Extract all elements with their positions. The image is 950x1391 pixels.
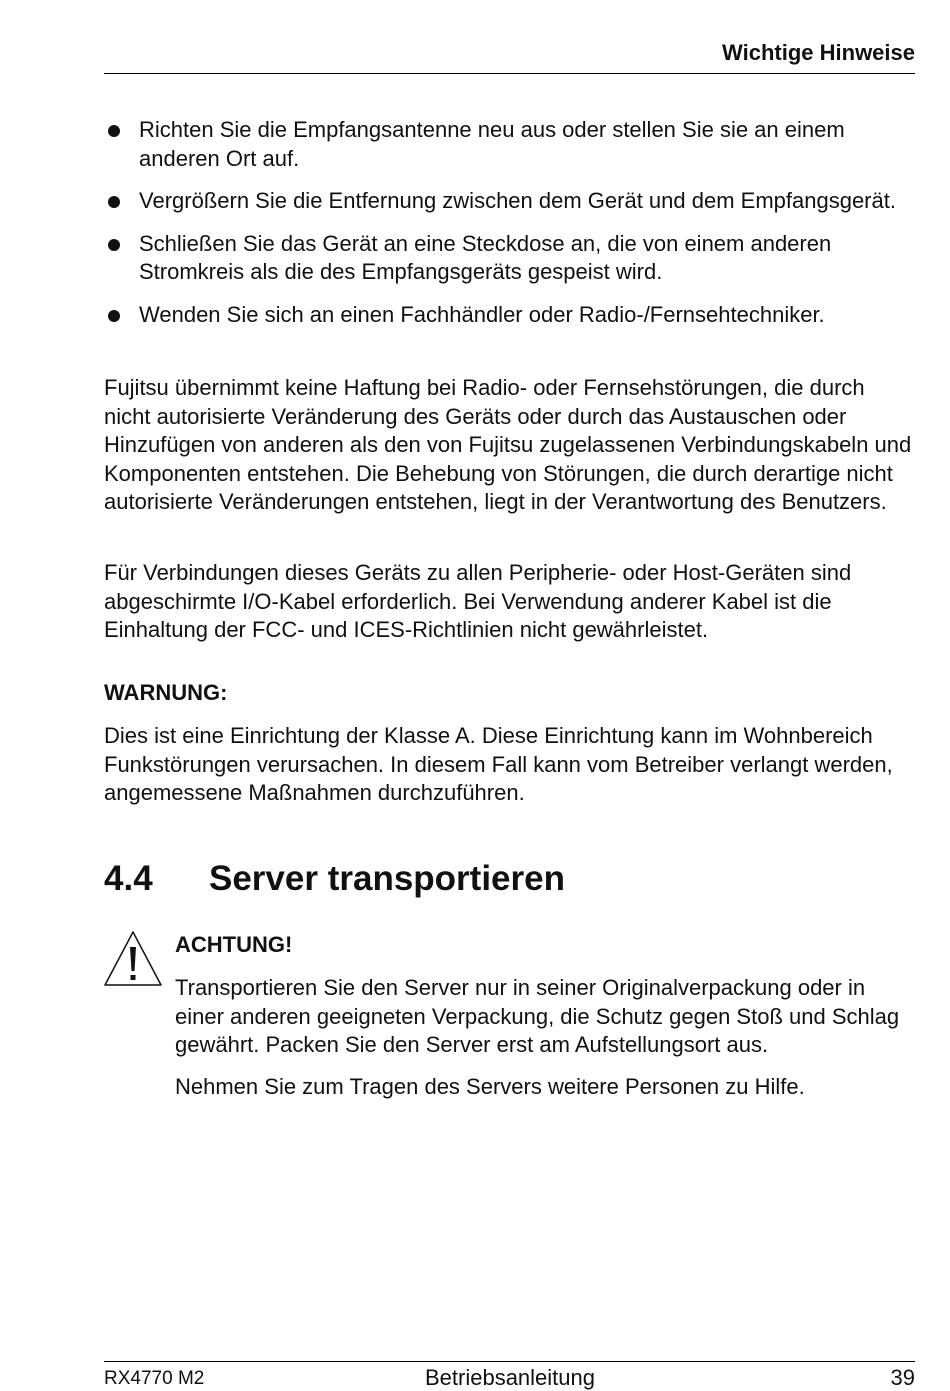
section-number: 4.4 — [104, 859, 153, 898]
header-rule — [104, 73, 915, 74]
page-number: 39 — [890, 1365, 915, 1390]
list-item — [104, 230, 916, 287]
caution-text: Transportieren Sie den Server nur in seiner Originalverpackung oder in einer anderen geeigneten Verpackung, die Schutz gegen Stoß und Schlag gewährt. Packen Sie den Server erst am Aufstellungsort aus. — [175, 975, 900, 1057]
list-item — [104, 301, 916, 330]
bullet-text: Schließen Sie das Gerät an eine Steckdose an, die von einem anderen Stromkreis als die des Empfangsgeräts gespeist wird. — [139, 230, 832, 284]
bullet-icon — [108, 125, 120, 137]
footer-doc-title: Betriebsanleitung — [424, 1365, 595, 1390]
warning-triangle-icon — [103, 929, 163, 989]
warning-text: Dies ist eine Einrichtung der Klasse A. Diese Einrichtung kann im Wohnbereich Funkstörungen verursachen. In diesem Fall kann vom Betreiber verlangt werden, angemessene Maßnahmen durchzuführen. — [104, 723, 893, 805]
section-heading — [104, 857, 565, 901]
caution-note: Nehmen Sie zum Tragen des Servers weitere Personen zu Hilfe. — [175, 1074, 805, 1099]
bullet-icon — [108, 239, 120, 251]
cables-paragraph: Für Verbindungen dieses Geräts zu allen Peripherie- oder Host-Geräten sind abgeschirmte I/O-Kabel erforderlich. Bei Verwendung anderer Kabel ist die Einhaltung der FCC- und ICES-Richtlinien nicht gewährleistet. — [104, 560, 852, 642]
footer-model: RX4770 M2 — [104, 1368, 205, 1389]
list-item — [104, 187, 916, 216]
bullet-icon — [108, 196, 120, 208]
liability-paragraph: Fujitsu übernimmt keine Haftung bei Radio- oder Fernsehstörungen, die durch nicht autorisierte Veränderung des Geräts oder durch das Austauschen oder Hinzufügen von anderen als den von Fujitsu zugelassenen Verbindungskabeln und Komponenten entstehen. Die Behebung von Störungen, die durch derartige nicht autorisierte Veränderungen entstehen, liegt in der Verantwortung des Benutzers. — [104, 375, 912, 514]
bullet-text: Vergrößern Sie die Entfernung zwischen dem Gerät und dem Empfangsgerät. — [139, 188, 896, 213]
bullet-text: Wenden Sie sich an einen Fachhändler oder Radio-/Fernsehtechniker. — [139, 301, 825, 327]
caution-heading: ACHTUNG! — [175, 932, 293, 957]
bullet-text: Richten Sie die Empfangsantenne neu aus oder stellen Sie sie an einem anderen Ort auf. — [139, 117, 845, 171]
section-title: Server transportieren — [209, 859, 565, 898]
footer-rule — [104, 1361, 915, 1362]
bullet-list — [104, 116, 916, 343]
header-title: Wichtige Hinweise — [722, 40, 915, 65]
list-item — [104, 116, 916, 173]
bullet-icon — [108, 310, 120, 322]
warning-heading: WARNUNG: — [104, 680, 228, 705]
